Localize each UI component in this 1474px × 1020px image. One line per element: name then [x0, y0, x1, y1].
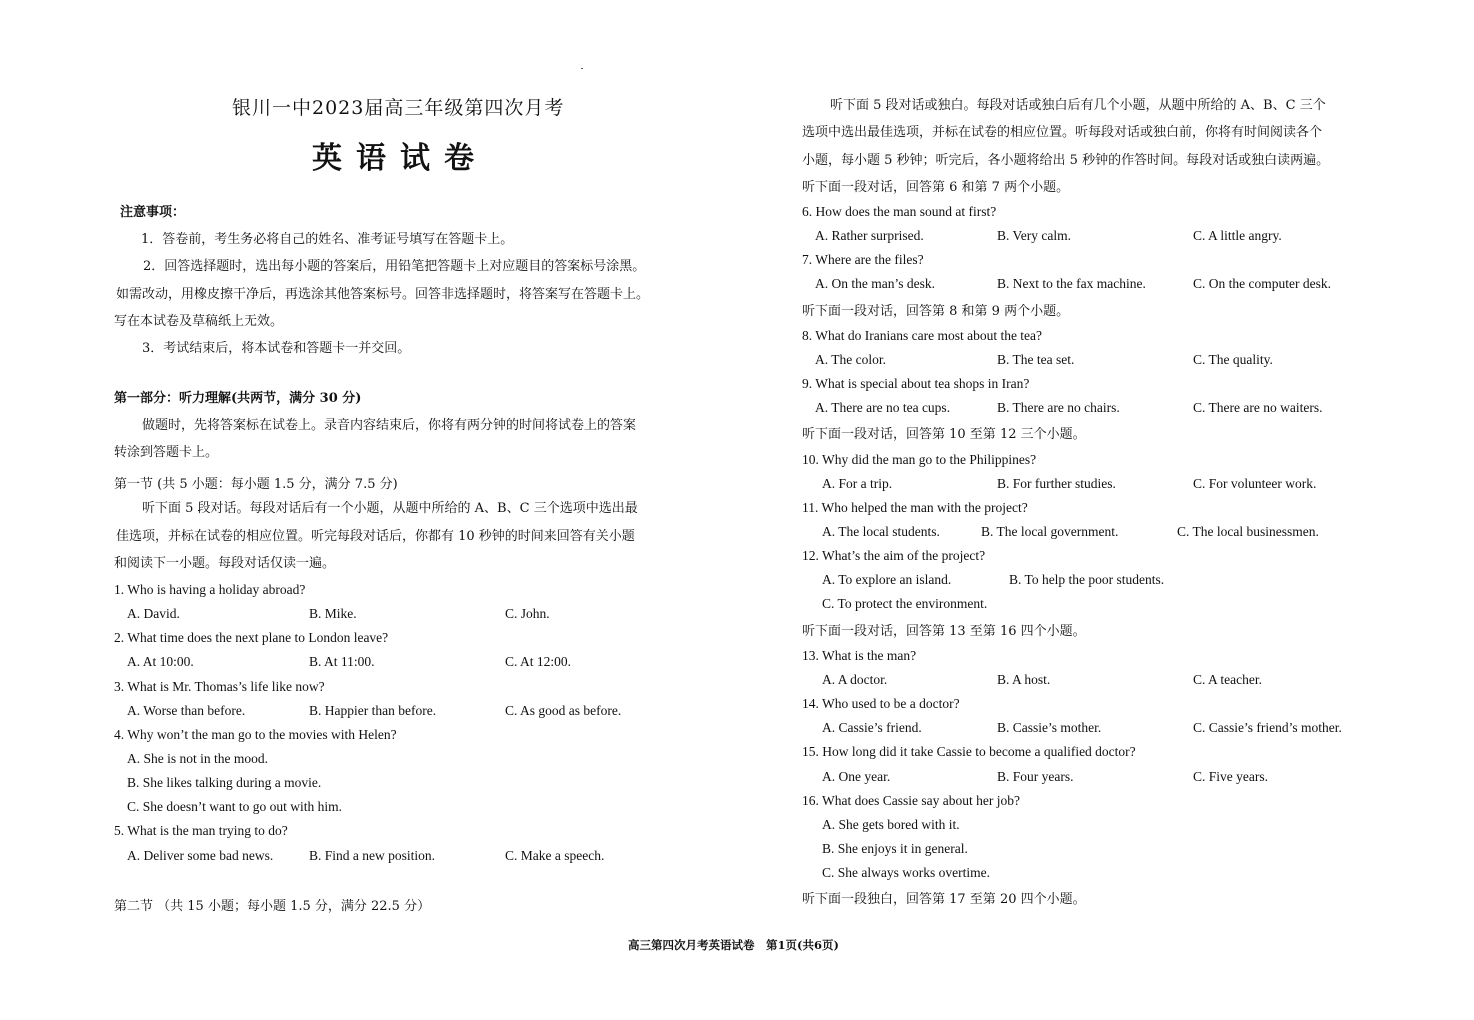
question-stem: 8. What do Iranians care most about the tea?: [802, 328, 1043, 343]
notice-item: 如需改动，用橡皮擦干净后，再选涂其他答案标号。回答非选择题时，将答案写在答题卡上。: [116, 287, 650, 302]
group-instruction: 听下面一段独白，回答第 17 至第 20 四个小题。: [802, 892, 1086, 907]
option-b: B. At 11:00.: [309, 654, 375, 669]
option-c: C. She always works overtime.: [822, 865, 990, 880]
option-b: B. Happier than before.: [309, 703, 437, 718]
option-a: A. David.: [127, 606, 180, 621]
part1-intro: 做题时，先将答案标在试卷上。录音内容结束后，你将有两分钟的时间将试卷上的答案: [142, 418, 637, 433]
option-b: B. There are no chairs.: [997, 400, 1120, 415]
notice-item: 1．答卷前，考生务必将自己的姓名、准考证号填写在答题卡上。: [141, 232, 514, 247]
option-c: C. A teacher.: [1193, 672, 1262, 687]
question-stem: 15. How long did it take Cassie to become a qualified doctor?: [802, 744, 1136, 759]
section1-instructions: 和阅读下一小题。每段对话仅读一遍。: [114, 556, 336, 571]
notice-item: 2．回答选择题时，选出每小题的答案后，用铅笔把答题卡上对应题目的答案标号涂黑。: [143, 259, 646, 274]
question-stem: 2. What time does the next plane to London leave?: [114, 630, 389, 645]
page-footer: 高三第四次月考英语试卷 第1页(共6页): [628, 938, 839, 952]
option-a: A. The color.: [815, 352, 886, 367]
question-stem: 11. Who helped the man with the project?: [802, 500, 1028, 515]
option-c: C. A little angry.: [1193, 228, 1282, 243]
question-stem: 13. What is the man?: [802, 648, 917, 663]
option-a: A. A doctor.: [822, 672, 888, 687]
option-b: B. Next to the fax machine.: [997, 276, 1146, 291]
question-stem: 3. What is Mr. Thomas’s life like now?: [114, 679, 325, 694]
option-c: C. To protect the environment.: [822, 596, 988, 611]
question-stem: 12. What’s the aim of the project?: [802, 548, 986, 563]
option-b: B. A host.: [997, 672, 1051, 687]
question-stem: 4. Why won’t the man go to the movies with Helen?: [114, 727, 397, 742]
option-b: B. The tea set.: [997, 352, 1075, 367]
scan-dot: [581, 68, 583, 69]
option-b: B. Mike.: [309, 606, 357, 621]
option-c: C. At 12:00.: [505, 654, 572, 669]
option-a: A. Worse than before.: [127, 703, 246, 718]
option-c: C. Cassie’s friend’s mother.: [1193, 720, 1342, 735]
group-instruction: 听下面一段对话，回答第 13 至第 16 四个小题。: [802, 624, 1086, 639]
section2-title: 第二节 （共 15 小题；每小题 1.5 分，满分 22.5 分）: [114, 899, 431, 914]
option-c: C. John.: [505, 606, 550, 621]
subject-title: 英语试卷: [312, 141, 488, 176]
option-b: B. She enjoys it in general.: [822, 841, 968, 856]
part1-intro: 转涂到答题卡上。: [114, 445, 219, 460]
section2-instructions: 选项中选出最佳选项，并标在试卷的相应位置。听每段对话或独白前，你将有时间阅读各个: [802, 125, 1323, 140]
group-instruction: 听下面一段对话，回答第 6 和第 7 两个小题。: [802, 180, 1070, 195]
option-b: B. She likes talking during a movie.: [127, 775, 322, 790]
option-b: B. Find a new position.: [309, 848, 436, 863]
option-b: B. The local government.: [981, 524, 1119, 539]
option-a: A. Cassie’s friend.: [822, 720, 922, 735]
option-a: A. One year.: [822, 769, 891, 784]
option-c: C. There are no waiters.: [1193, 400, 1323, 415]
option-a: A. Rather surprised.: [815, 228, 924, 243]
option-a: A. On the man’s desk.: [815, 276, 935, 291]
group-instruction: 听下面一段对话，回答第 10 至第 12 三个小题。: [802, 427, 1086, 442]
section1-title: 第一节 (共 5 小题：每小题 1.5 分，满分 7.5 分): [114, 477, 398, 492]
option-c: C. The quality.: [1193, 352, 1273, 367]
option-b: B. Cassie’s mother.: [997, 720, 1102, 735]
option-b: B. Very calm.: [997, 228, 1071, 243]
question-stem: 9. What is special about tea shops in Iran?: [802, 376, 1030, 391]
question-stem: 7. Where are the files?: [802, 252, 924, 267]
group-instruction: 听下面一段对话，回答第 8 和第 9 两个小题。: [802, 304, 1070, 319]
question-stem: 1. Who is having a holiday abroad?: [114, 582, 306, 597]
option-b: B. Four years.: [997, 769, 1074, 784]
option-b: B. To help the poor students.: [1009, 572, 1165, 587]
option-a: A. For a trip.: [822, 476, 893, 491]
question-stem: 6. How does the man sound at first?: [802, 204, 997, 219]
section2-instructions: 小题，每小题 5 秒钟；听完后，各小题将给出 5 秒钟的作答时间。每段对话或独白读两遍。: [802, 153, 1330, 168]
question-stem: 5. What is the man trying to do?: [114, 823, 288, 838]
option-a: A. At 10:00.: [127, 654, 194, 669]
option-a: A. The local students.: [822, 524, 940, 539]
question-stem: 14. Who used to be a doctor?: [802, 696, 960, 711]
option-c: C. Five years.: [1193, 769, 1268, 784]
option-c: C. On the computer desk.: [1193, 276, 1331, 291]
question-stem: 10. Why did the man go to the Philippines?: [802, 452, 1037, 467]
question-stem: 16. What does Cassie say about her job?: [802, 793, 1020, 808]
notice-item: 写在本试卷及草稿纸上无效。: [114, 314, 284, 329]
option-a: A. She is not in the mood.: [127, 751, 268, 766]
part1-title: 第一部分：听力理解(共两节，满分 30 分): [114, 391, 362, 406]
option-c: C. As good as before.: [505, 703, 622, 718]
option-c: C. Make a speech.: [505, 848, 605, 863]
option-a: A. She gets bored with it.: [822, 817, 960, 832]
school-title: 银川一中2023届高三年级第四次月考: [232, 97, 565, 119]
option-c: C. The local businessmen.: [1177, 524, 1319, 539]
option-c: C. For volunteer work.: [1193, 476, 1317, 491]
option-c: C. She doesn’t want to go out with him.: [127, 799, 342, 814]
option-b: B. For further studies.: [997, 476, 1116, 491]
option-a: A. To explore an island.: [822, 572, 952, 587]
section2-instructions: 听下面 5 段对话或独白。每段对话或独白后有几个小题，从题中所给的 A、B、C 三个: [830, 98, 1326, 113]
option-a: A. Deliver some bad news.: [127, 848, 274, 863]
notice-item: 3．考试结束后，将本试卷和答题卡一并交回。: [142, 341, 411, 356]
section1-instructions: 听下面 5 段对话。每段对话后有一个小题，从题中所给的 A、B、C 三个选项中选出最: [142, 501, 638, 516]
section1-instructions: 佳选项，并标在试卷的相应位置。听完每段对话后，你都有 10 秒钟的时间来回答有关小题: [116, 529, 635, 544]
notice-title: 注意事项：: [120, 205, 186, 220]
option-a: A. There are no tea cups.: [815, 400, 951, 415]
